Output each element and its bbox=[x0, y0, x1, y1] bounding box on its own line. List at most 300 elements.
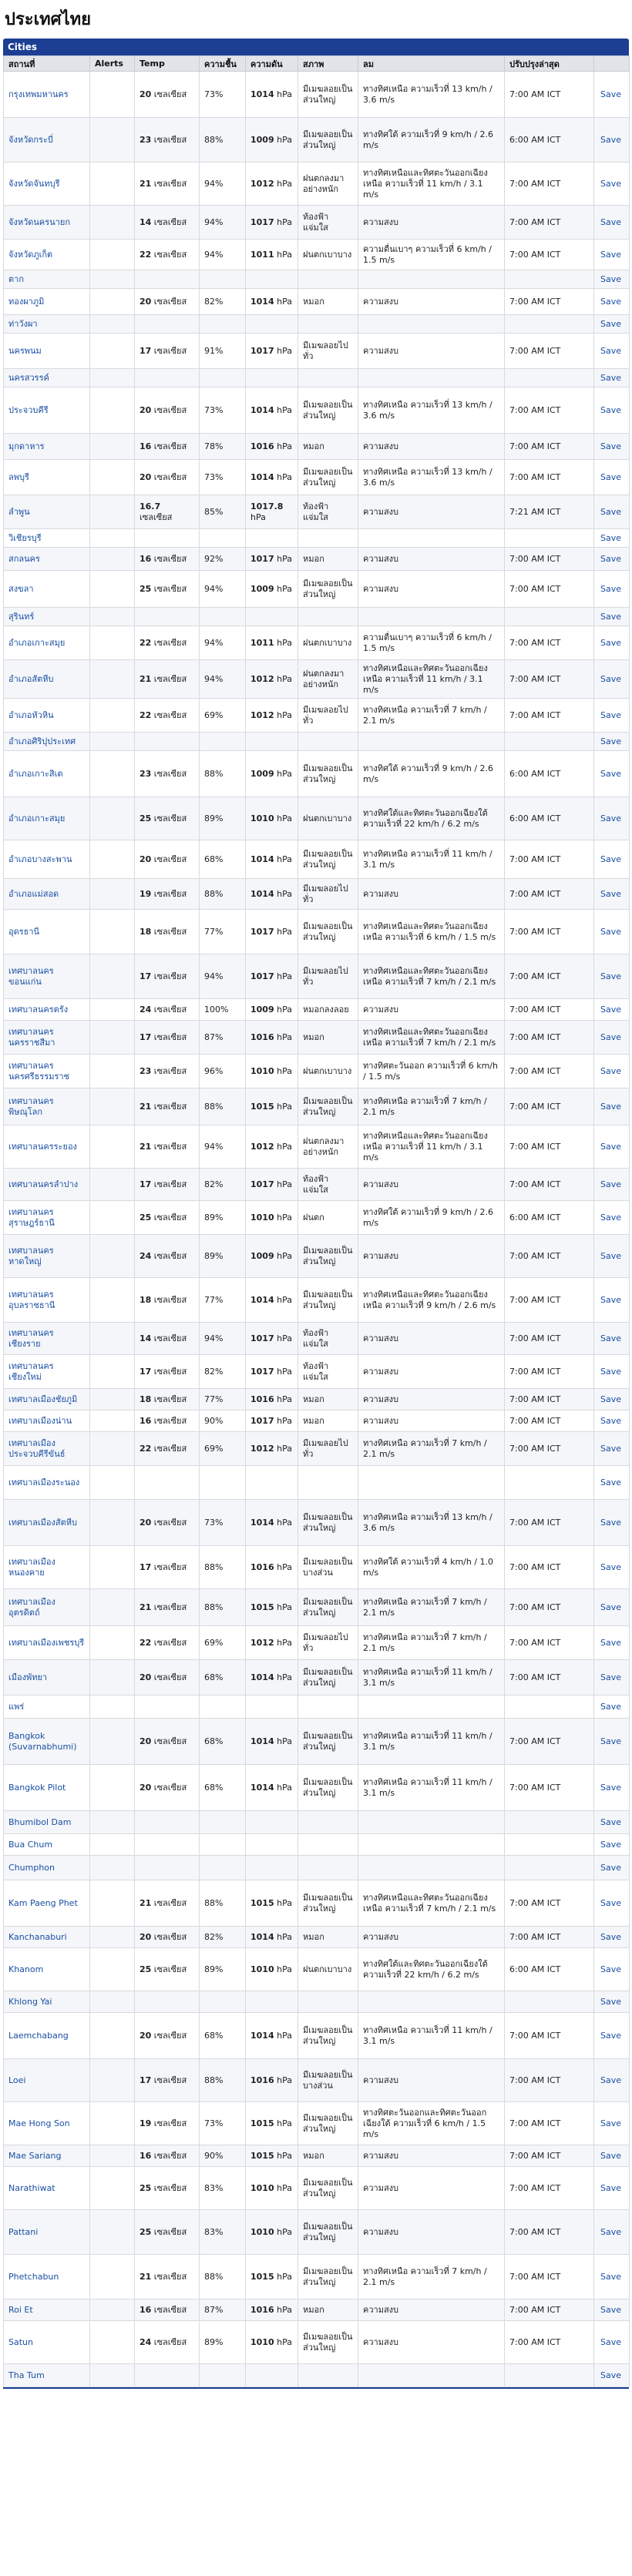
temp-value: 25 bbox=[140, 1212, 152, 1223]
temp-cell bbox=[135, 495, 200, 529]
city-link[interactable]: จังหวัดจันทบุรี bbox=[8, 178, 60, 189]
city-link[interactable]: เทศบาลเมืองระนอง bbox=[8, 1477, 80, 1488]
table-row bbox=[4, 118, 630, 163]
city-link[interactable]: เทศบาลนครลำปาง bbox=[8, 1179, 79, 1189]
humidity-cell: 83% bbox=[200, 2210, 246, 2255]
pressure-value: 1017 bbox=[250, 926, 274, 937]
wind-cell: ทางทิศใต้และทิศตะวันออกเฉียงใต้ ความเร็วที่ 22 km/h / 6.2 m/s bbox=[358, 1948, 505, 1991]
save-link[interactable]: Save bbox=[600, 1637, 621, 1648]
city-link[interactable]: อำเภอสัตหีบ bbox=[8, 673, 54, 684]
save-cell bbox=[594, 1719, 630, 1765]
table-row bbox=[4, 840, 630, 879]
save-link[interactable]: Save bbox=[600, 1031, 621, 1042]
city-link[interactable]: อำเภอบางสะพาน bbox=[8, 854, 72, 864]
save-link[interactable]: Save bbox=[600, 372, 621, 383]
save-cell bbox=[594, 1696, 630, 1719]
wind-cell: ทางทิศเหนือ ความเร็วที่ 11 km/h / 3.1 m/s bbox=[358, 840, 505, 879]
city-link[interactable]: อำเภอเกาะสิเต bbox=[8, 768, 63, 779]
updated-cell: 7:00 AM ICT bbox=[505, 840, 594, 879]
humidity-cell: 100% bbox=[200, 999, 246, 1021]
wind-cell: ทางทิศตะวันออกและทิศตะวันออกเฉียงใต้ ความเร็วที่ 6 km/h / 1.5 m/s bbox=[358, 2102, 505, 2145]
city-link[interactable]: Bua Chum bbox=[8, 1839, 53, 1850]
table-row bbox=[4, 1125, 630, 1169]
city-link[interactable]: ทองผาภูมิ bbox=[8, 296, 45, 307]
table-row bbox=[4, 954, 630, 999]
city-cell bbox=[4, 1466, 90, 1500]
city-link[interactable]: อุดรธานี bbox=[8, 926, 40, 937]
wind-cell: ทางทิศใต้และทิศตะวันออกเฉียงใต้ ความเร็วที่ 22 km/h / 6.2 m/s bbox=[358, 797, 505, 840]
save-link[interactable]: Save bbox=[600, 1004, 621, 1015]
updated-cell: 7:00 AM ICT bbox=[505, 1660, 594, 1696]
wind-cell: ทางทิศเหนือ ความเร็วที่ 7 km/h / 2.1 m/s bbox=[358, 1432, 505, 1466]
pressure-cell bbox=[246, 999, 298, 1021]
save-cell bbox=[594, 1410, 630, 1432]
city-link[interactable]: เทศบาลนครอุบลราชธานี bbox=[8, 1289, 55, 1310]
pressure-value: 1017 bbox=[250, 1333, 274, 1343]
city-cell bbox=[4, 1660, 90, 1696]
save-link[interactable]: Save bbox=[600, 1862, 621, 1873]
temp-unit: เซลเซียส bbox=[151, 1212, 187, 1223]
pressure-cell bbox=[246, 879, 298, 910]
alerts-cell bbox=[90, 1765, 135, 1811]
save-link[interactable]: Save bbox=[600, 1250, 621, 1261]
wind-cell: ความตื่นเบาๆ ความเร็วที่ 6 km/h / 1.5 m/s bbox=[358, 240, 505, 270]
table-row bbox=[4, 2059, 630, 2102]
city-link[interactable]: Phetchabun bbox=[8, 2271, 59, 2282]
updated-cell: 7:00 AM ICT bbox=[505, 999, 594, 1021]
temp-cell bbox=[135, 1125, 200, 1169]
wind-cell bbox=[358, 315, 505, 334]
city-link[interactable]: Narathiwat bbox=[8, 2182, 55, 2193]
conditions-cell: ท้องฟ้าแจ่มใส bbox=[298, 1355, 358, 1389]
pressure-unit: hPa bbox=[274, 888, 292, 899]
pressure-unit: hPa bbox=[274, 249, 292, 260]
city-link[interactable]: Bhumibol Dam bbox=[8, 1816, 72, 1827]
city-link[interactable]: อำเภอหัวหิน bbox=[8, 709, 54, 720]
save-link[interactable]: Save bbox=[600, 1101, 621, 1112]
conditions-cell bbox=[298, 608, 358, 626]
city-link[interactable]: เมืองพัทยา bbox=[8, 1672, 48, 1682]
temp-value: 14 bbox=[140, 216, 152, 227]
city-link[interactable]: มุกดาหาร bbox=[8, 441, 45, 451]
save-link[interactable]: Save bbox=[600, 2075, 621, 2085]
save-link[interactable]: Save bbox=[600, 178, 621, 189]
conditions-cell: มีเมฆลอยเป็นส่วนใหญ่ bbox=[298, 2210, 358, 2255]
save-cell bbox=[594, 1169, 630, 1201]
save-cell bbox=[594, 434, 630, 460]
alerts-cell bbox=[90, 206, 135, 240]
temp-unit: เซลเซียส bbox=[151, 1065, 187, 1076]
save-link[interactable]: Save bbox=[600, 1816, 621, 1827]
save-link[interactable]: Save bbox=[600, 296, 621, 307]
pressure-cell bbox=[246, 495, 298, 529]
city-link[interactable]: กรุงเทพมหานคร bbox=[8, 89, 69, 99]
updated-cell: 7:00 AM ICT bbox=[505, 2145, 594, 2167]
save-link[interactable]: Save bbox=[600, 471, 621, 482]
table-row bbox=[4, 1355, 630, 1389]
save-link[interactable]: Save bbox=[600, 2182, 621, 2193]
city-link[interactable]: เทศบาลนครขอนแก่น bbox=[8, 965, 54, 987]
table-row bbox=[4, 1389, 630, 1410]
city-cell bbox=[4, 1589, 90, 1626]
save-cell bbox=[594, 2299, 630, 2321]
updated-cell: 7:00 AM ICT bbox=[505, 699, 594, 733]
pressure-cell bbox=[246, 315, 298, 334]
humidity-cell: 94% bbox=[200, 626, 246, 660]
temp-value: 21 bbox=[140, 1141, 152, 1152]
table-bottom-border bbox=[3, 2387, 629, 2390]
city-cell bbox=[4, 1355, 90, 1389]
table-row bbox=[4, 1546, 630, 1589]
updated-cell: 7:00 AM ICT bbox=[505, 334, 594, 369]
city-link[interactable]: Bangkok Pilot bbox=[8, 1782, 66, 1793]
conditions-cell: มีเมฆลอยเป็นบางส่วน bbox=[298, 2059, 358, 2102]
city-link[interactable]: นครพนม bbox=[8, 345, 42, 356]
alerts-cell bbox=[90, 699, 135, 733]
pressure-unit: hPa bbox=[274, 971, 292, 981]
city-link[interactable]: Mae Hong Son bbox=[8, 2118, 70, 2128]
pressure-cell bbox=[246, 1235, 298, 1278]
table-row bbox=[4, 548, 630, 571]
temp-unit: เซลเซียส bbox=[151, 2336, 187, 2347]
save-link[interactable]: Save bbox=[600, 1561, 621, 1572]
city-link[interactable]: Laemchabang bbox=[8, 2030, 69, 2041]
save-link[interactable]: Save bbox=[600, 2226, 621, 2237]
save-link[interactable]: Save bbox=[600, 1294, 621, 1305]
updated-cell: 7:00 AM ICT bbox=[505, 1589, 594, 1626]
updated-cell: 7:00 AM ICT bbox=[505, 1432, 594, 1466]
city-link[interactable]: เทศบาลเมืองหนองคาย bbox=[8, 1556, 55, 1578]
save-cell bbox=[594, 910, 630, 954]
city-link[interactable]: Mae Sariang bbox=[8, 2150, 62, 2161]
city-link[interactable]: Bangkok (Suvarnabhumi) bbox=[8, 1730, 77, 1752]
humidity-cell: 91% bbox=[200, 334, 246, 369]
temp-value: 23 bbox=[140, 1065, 152, 1076]
save-link[interactable]: Save bbox=[600, 1517, 621, 1528]
city-link[interactable]: แพร่ bbox=[8, 1701, 25, 1712]
city-link[interactable]: Pattani bbox=[8, 2226, 39, 2237]
column-header-humidity[interactable]: ความชื้น bbox=[200, 56, 246, 72]
save-link[interactable]: Save bbox=[600, 1701, 621, 1712]
temp-value: 24 bbox=[140, 1004, 152, 1015]
save-link[interactable]: Save bbox=[600, 1333, 621, 1343]
humidity-cell bbox=[200, 1834, 246, 1856]
column-header-conditions[interactable]: สภาพ bbox=[298, 56, 358, 72]
save-link[interactable]: Save bbox=[600, 345, 621, 356]
wind-cell: ทางทิศตะวันออก ความเร็วที่ 6 km/h / 1.5 m/s bbox=[358, 1055, 505, 1088]
wind-cell bbox=[358, 1856, 505, 1880]
city-link[interactable]: Roi Et bbox=[8, 2304, 33, 2315]
save-link[interactable]: Save bbox=[600, 736, 621, 746]
city-link[interactable]: ท่าวังผา bbox=[8, 318, 38, 329]
save-cell bbox=[594, 163, 630, 206]
pressure-value: 1016 bbox=[250, 1031, 274, 1042]
wind-cell: ทางทิศเหนือ ความเร็วที่ 11 km/h / 3.1 m/s bbox=[358, 2013, 505, 2059]
save-link[interactable]: Save bbox=[600, 1212, 621, 1223]
save-link[interactable]: Save bbox=[600, 2030, 621, 2041]
temp-unit: เซลเซียส bbox=[151, 2304, 187, 2315]
pressure-unit: hPa bbox=[274, 89, 292, 99]
pressure-cell bbox=[246, 1201, 298, 1235]
pressure-value: 1014 bbox=[250, 1736, 274, 1746]
column-header-pressure[interactable]: ความดัน bbox=[246, 56, 298, 72]
temp-unit: เซลเซียส bbox=[151, 2271, 187, 2282]
city-cell bbox=[4, 1278, 90, 1323]
wind-cell: ความสงบ bbox=[358, 1927, 505, 1948]
save-link[interactable]: Save bbox=[600, 971, 621, 981]
alerts-cell bbox=[90, 840, 135, 879]
humidity-cell: 73% bbox=[200, 2102, 246, 2145]
updated-cell: 7:00 AM ICT bbox=[505, 2102, 594, 2145]
pressure-unit: hPa bbox=[274, 2150, 292, 2161]
city-link[interactable]: เทศบาลเมืองสัตหีบ bbox=[8, 1517, 77, 1528]
save-cell bbox=[594, 2321, 630, 2364]
temp-cell bbox=[135, 571, 200, 608]
city-cell bbox=[4, 2167, 90, 2210]
save-link[interactable]: Save bbox=[600, 273, 621, 284]
table-row bbox=[4, 2145, 630, 2167]
pressure-unit: hPa bbox=[274, 216, 292, 227]
temp-cell bbox=[135, 1021, 200, 1055]
city-link[interactable]: อำเภอแม่สอด bbox=[8, 888, 59, 899]
save-link[interactable]: Save bbox=[600, 583, 621, 594]
city-link[interactable]: เทศบาลนครนครราชสีมา bbox=[8, 1026, 55, 1048]
save-cell bbox=[594, 1546, 630, 1589]
updated-cell: 7:00 AM ICT bbox=[505, 1500, 594, 1546]
save-link[interactable]: Save bbox=[600, 1443, 621, 1454]
temp-unit: เซลเซียส bbox=[151, 345, 187, 356]
pressure-unit: hPa bbox=[274, 1931, 292, 1942]
city-link[interactable]: ประจวบคีรี bbox=[8, 404, 49, 415]
temp-unit: เซลเซียส bbox=[151, 1333, 187, 1343]
save-link[interactable]: Save bbox=[600, 2118, 621, 2128]
save-link[interactable]: Save bbox=[600, 2150, 621, 2161]
save-link[interactable]: Save bbox=[600, 1179, 621, 1189]
pressure-cell bbox=[246, 2321, 298, 2364]
temp-cell bbox=[135, 2255, 200, 2299]
temp-cell bbox=[135, 1719, 200, 1765]
city-link[interactable]: Kam Paeng Phet bbox=[8, 1897, 78, 1908]
city-cell bbox=[4, 2059, 90, 2102]
conditions-cell: หมอก bbox=[298, 2299, 358, 2321]
alerts-cell bbox=[90, 1125, 135, 1169]
conditions-cell: หมอก bbox=[298, 548, 358, 571]
humidity-cell bbox=[200, 1811, 246, 1834]
save-link[interactable]: Save bbox=[600, 1065, 621, 1076]
city-link[interactable]: อำเภอเกาะสมุย bbox=[8, 637, 66, 648]
city-link[interactable]: Chumphon bbox=[8, 1862, 55, 1873]
temp-cell bbox=[135, 2364, 200, 2387]
column-header-wind[interactable]: ลม bbox=[358, 56, 505, 72]
city-cell bbox=[4, 1201, 90, 1235]
alerts-cell bbox=[90, 1323, 135, 1355]
temp-cell bbox=[135, 733, 200, 751]
city-link[interactable]: เทศบาลเมืองอุตรดิตถ์ bbox=[8, 1596, 55, 1618]
city-link[interactable]: เทศบาลนครเชียงใหม่ bbox=[8, 1360, 54, 1382]
wind-cell bbox=[358, 529, 505, 548]
humidity-cell: 68% bbox=[200, 1660, 246, 1696]
city-link[interactable]: Khlong Yai bbox=[8, 1996, 52, 2007]
city-link[interactable]: จังหวัดนครนายก bbox=[8, 216, 70, 227]
city-link[interactable]: อำเภอศิริปุประเทศ bbox=[8, 736, 76, 746]
column-header-temp[interactable]: Temp bbox=[135, 56, 200, 72]
save-cell bbox=[594, 369, 630, 387]
temp-value: 19 bbox=[140, 2118, 152, 2128]
save-link[interactable]: Save bbox=[600, 1897, 621, 1908]
save-link[interactable]: Save bbox=[600, 813, 621, 823]
save-link[interactable]: Save bbox=[600, 1736, 621, 1746]
column-header-updated[interactable]: ปรับปรุงล่าสุด bbox=[505, 56, 594, 72]
save-link[interactable]: Save bbox=[600, 611, 621, 622]
pressure-value: 1009 bbox=[250, 583, 274, 594]
updated-cell: 7:00 AM ICT bbox=[505, 954, 594, 999]
city-cell bbox=[4, 954, 90, 999]
alerts-cell bbox=[90, 460, 135, 495]
save-link[interactable]: Save bbox=[600, 532, 621, 543]
city-link[interactable]: ลำพูน bbox=[8, 506, 30, 517]
save-link[interactable]: Save bbox=[600, 2304, 621, 2315]
city-link[interactable]: เทศบาลเมืองชัยภูมิ bbox=[8, 1394, 78, 1404]
save-cell bbox=[594, 840, 630, 879]
save-link[interactable]: Save bbox=[600, 1415, 621, 1426]
city-link[interactable]: Satun bbox=[8, 2336, 33, 2347]
wind-cell: ทางทิศเหนือ ความเร็วที่ 7 km/h / 2.1 m/s bbox=[358, 1589, 505, 1626]
city-link[interactable]: เทศบาลนครพิษณุโลก bbox=[8, 1095, 54, 1117]
save-link[interactable]: Save bbox=[600, 888, 621, 899]
pressure-cell bbox=[246, 2013, 298, 2059]
city-cell bbox=[4, 2013, 90, 2059]
save-link[interactable]: Save bbox=[600, 1602, 621, 1612]
wind-cell: ความสงบ bbox=[358, 1355, 505, 1389]
alerts-cell bbox=[90, 1719, 135, 1765]
city-link[interactable]: Kanchanaburi bbox=[8, 1931, 67, 1942]
table-row bbox=[4, 2102, 630, 2145]
temp-value: 20 bbox=[140, 854, 152, 864]
pressure-unit: hPa bbox=[274, 1179, 292, 1189]
wind-cell: ทางทิศเหนือและทิศตะวันออกเฉียงเหนือ ความเร็วที่ 7 km/h / 2.1 m/s bbox=[358, 1880, 505, 1927]
save-link[interactable]: Save bbox=[600, 2271, 621, 2282]
save-cell bbox=[594, 1991, 630, 2013]
save-link[interactable]: Save bbox=[600, 854, 621, 864]
save-link[interactable]: Save bbox=[600, 1931, 621, 1942]
save-link[interactable]: Save bbox=[600, 318, 621, 329]
save-link[interactable]: Save bbox=[600, 637, 621, 648]
city-link[interactable]: Loei bbox=[8, 2075, 26, 2085]
save-link[interactable]: Save bbox=[600, 768, 621, 779]
save-cell bbox=[594, 797, 630, 840]
city-link[interactable]: จังหวัดกระบี่ bbox=[8, 134, 53, 145]
city-cell bbox=[4, 660, 90, 699]
conditions-cell: ฝนตกเบาบาง bbox=[298, 797, 358, 840]
column-header-name[interactable]: สถานที่ bbox=[4, 56, 90, 72]
city-link[interactable]: สงขลา bbox=[8, 583, 34, 594]
save-link[interactable]: Save bbox=[600, 1477, 621, 1488]
save-link[interactable]: Save bbox=[600, 1964, 621, 1974]
save-cell bbox=[594, 1235, 630, 1278]
city-link[interactable]: นครสวรรค์ bbox=[8, 372, 49, 383]
city-link[interactable]: เทศบาลนครระยอง bbox=[8, 1141, 77, 1152]
city-link[interactable]: อำเภอเกาะสมุย bbox=[8, 813, 66, 823]
temp-unit: เซลเซียส bbox=[151, 768, 187, 779]
save-link[interactable]: Save bbox=[600, 709, 621, 720]
save-link[interactable]: Save bbox=[600, 673, 621, 684]
save-link[interactable]: Save bbox=[600, 404, 621, 415]
save-link[interactable]: Save bbox=[600, 441, 621, 451]
pressure-cell bbox=[246, 118, 298, 163]
save-link[interactable]: Save bbox=[600, 134, 621, 145]
city-link[interactable]: เทศบาลเมืองเพชรบุรี bbox=[8, 1637, 85, 1648]
temp-cell bbox=[135, 699, 200, 733]
pressure-value: 1016 bbox=[250, 441, 274, 451]
city-link[interactable]: เทศบาลนครเชียงราย bbox=[8, 1327, 54, 1349]
pressure-unit: hPa bbox=[274, 2182, 292, 2193]
temp-cell bbox=[135, 460, 200, 495]
save-link[interactable]: Save bbox=[600, 926, 621, 937]
save-link[interactable]: Save bbox=[600, 1394, 621, 1404]
pressure-unit: hPa bbox=[274, 441, 292, 451]
pressure-value: 1010 bbox=[250, 1065, 274, 1076]
city-link[interactable]: เทศบาลนครสุราษฎร์ธานี bbox=[8, 1206, 55, 1228]
save-link[interactable]: Save bbox=[600, 506, 621, 517]
city-cell bbox=[4, 118, 90, 163]
column-header-alerts[interactable]: Alerts bbox=[90, 56, 135, 72]
save-cell bbox=[594, 2013, 630, 2059]
humidity-cell: 88% bbox=[200, 118, 246, 163]
pressure-value: 1014 bbox=[250, 1517, 274, 1528]
temp-cell bbox=[135, 2321, 200, 2364]
save-link[interactable]: Save bbox=[600, 1839, 621, 1850]
city-link[interactable]: ตาก bbox=[8, 273, 24, 284]
save-link[interactable]: Save bbox=[600, 2370, 621, 2380]
city-link[interactable]: วิเชียรบุรี bbox=[8, 532, 42, 543]
conditions-cell: หมอก bbox=[298, 1389, 358, 1410]
table-row bbox=[4, 1834, 630, 1856]
pressure-unit: hPa bbox=[274, 1517, 292, 1528]
save-link[interactable]: Save bbox=[600, 216, 621, 227]
save-link[interactable]: Save bbox=[600, 1782, 621, 1793]
save-link[interactable]: Save bbox=[600, 1141, 621, 1152]
city-link[interactable]: เทศบาลนครหาดใหญ่ bbox=[8, 1245, 54, 1266]
save-link[interactable]: Save bbox=[600, 89, 621, 99]
city-link[interactable]: เทศบาลนครนครศรีธรรมราช bbox=[8, 1060, 70, 1082]
city-link[interactable]: สุรินทร์ bbox=[8, 611, 35, 622]
save-link[interactable]: Save bbox=[600, 1366, 621, 1377]
city-link[interactable]: เทศบาลนครตรัง bbox=[8, 1004, 69, 1015]
city-link[interactable]: Tha Tum bbox=[8, 2370, 45, 2380]
city-link[interactable]: จังหวัดภูเก็ต bbox=[8, 249, 53, 260]
conditions-cell: มีเมฆลอยเป็นส่วนใหญ่ bbox=[298, 2013, 358, 2059]
city-link[interactable]: Khanom bbox=[8, 1964, 44, 1974]
temp-value: 20 bbox=[140, 1931, 152, 1942]
pressure-value: 1010 bbox=[250, 2226, 274, 2237]
city-cell bbox=[4, 1546, 90, 1589]
save-link[interactable]: Save bbox=[600, 2336, 621, 2347]
city-cell bbox=[4, 240, 90, 270]
city-link[interactable]: เทศบาลเมืองน่าน bbox=[8, 1415, 72, 1426]
save-link[interactable]: Save bbox=[600, 1996, 621, 2007]
pressure-cell bbox=[246, 460, 298, 495]
temp-cell bbox=[135, 660, 200, 699]
pressure-cell bbox=[246, 2102, 298, 2145]
save-link[interactable]: Save bbox=[600, 1672, 621, 1682]
city-link[interactable]: เทศบาลเมืองประจวบคีรีขันธ์ bbox=[8, 1437, 66, 1459]
save-link[interactable]: Save bbox=[600, 553, 621, 564]
save-cell bbox=[594, 1880, 630, 1927]
city-link[interactable]: สกลนคร bbox=[8, 553, 40, 564]
city-link[interactable]: ลพบุรี bbox=[8, 471, 29, 482]
save-link[interactable]: Save bbox=[600, 249, 621, 260]
conditions-cell: มีเมฆลอยเป็นส่วนใหญ่ bbox=[298, 2321, 358, 2364]
